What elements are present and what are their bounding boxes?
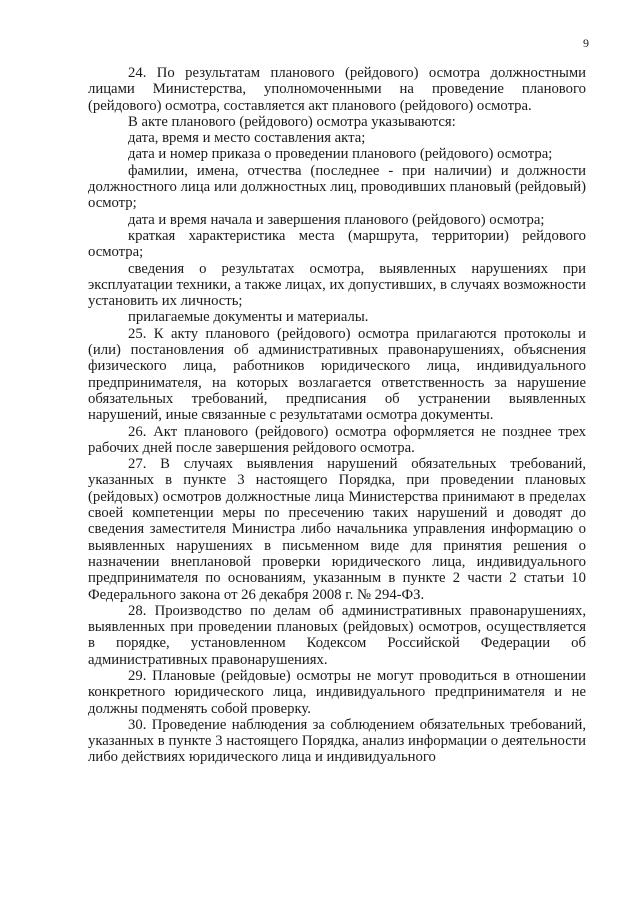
paragraph-30: 30. Проведение наблюдения за соблюдением обязательных требований, указанных в пункте 3 настоящего Порядка, анализ информации о деятельности либо действиях юридического лица и индивидуального <box>88 716 586 766</box>
act-item-order: дата и номер приказа о проведении планового (рейдового) осмотра; <box>128 146 553 163</box>
paragraph-29: 29. Плановые (рейдовые) осмотры не могут проводиться в отношении конкретного юридического лица, индивидуального предпринимателя и не должны подменять собой проверку. <box>88 667 586 717</box>
paragraph-24: 24. По результатам планового (рейдового) осмотра должностными лицами Министерства, уполномоченными на проведение планового (рейдового) осмотра, составляется акт планового (рейдового) осмотра. <box>88 65 586 114</box>
act-item-place-description: краткая характеристика места (маршрута, территории) рейдового осмотра; <box>88 227 586 261</box>
act-item-officials: фамилии, имена, отчества (последнее - при наличии) и должности должностного лица или должностных лиц, проводивших плановый (рейдовый) осмотр; <box>88 162 586 212</box>
paragraph-26: 26. Акт планового (рейдового) осмотра оформляется не позднее трех рабочих дней после завершения рейдового осмотра. <box>88 423 586 456</box>
page-number: 9 <box>583 36 589 50</box>
act-item-results: сведения о результатах осмотра, выявленных нарушениях при эксплуатации техники, а также лицах, их допустивших, в случаях возможности установить их личность; <box>88 260 586 310</box>
act-item-date-place: дата, время и место составления акта; <box>128 130 366 147</box>
paragraph-27: 27. В случаях выявления нарушений обязательных требований, указанных в пункте 3 настоящего Порядка, при проведении плановых (рейдовых) осмотров должностные лица Министерства принимают в пределах своей компетенции меры по пресечению таких нарушений и доводят до сведения заместителя Министра либо начальника управления информацию о выявленных нарушениях в письменном виде для принятия решения о назначении внеплановой проверки юридического лица, индивидуального предпринимателя по основаниям, указанным в пункте 2 части 2 статьи 10 Федерального закона от 26 декабря 2008 г. № 294-ФЗ. <box>88 456 586 603</box>
act-item-start-end: дата и время начала и завершения планового (рейдового) осмотра; <box>128 211 545 228</box>
document-body <box>88 65 586 766</box>
act-contents-intro: В акте планового (рейдового) осмотра указываются: <box>128 113 456 130</box>
paragraph-28: 28. Производство по делам об административных правонарушениях, выявленных при проведении плановых (рейдовых) осмотров, осуществляется в порядке, установленном Кодексом Российской Федерации об административных правонарушениях. <box>88 602 586 668</box>
paragraph-25: 25. К акту планового (рейдового) осмотра прилагаются протоколы и (или) постановления об административных правонарушениях, объяснения физического лица, работников юридического лица, индивидуального предпринимателя, на которых возлагается ответственность за нарушение обязательных требований, предписания об устранении выявленных нарушений, иные связанные с результатами осмотра документы. <box>88 325 586 424</box>
act-item-attachments: прилагаемые документы и материалы. <box>128 309 369 326</box>
